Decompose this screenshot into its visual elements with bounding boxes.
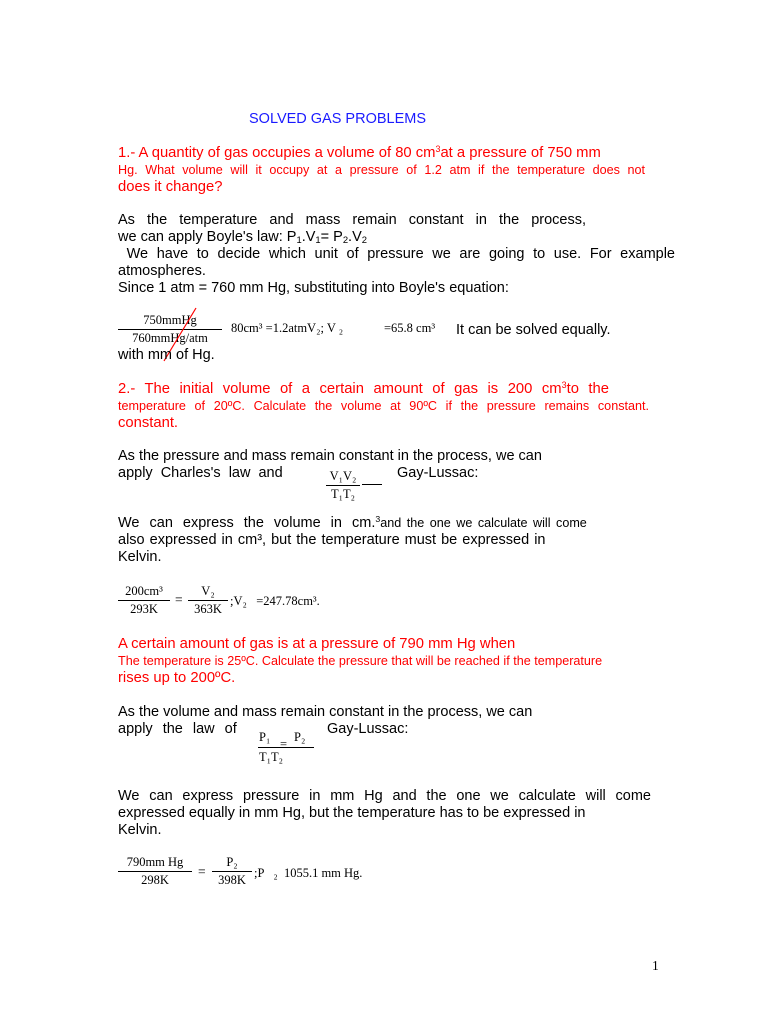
solution-2-line-4: also expressed in cm³, but the temperature must be expressed in xyxy=(118,532,546,548)
fraction-blank xyxy=(362,484,382,485)
equation-1-fraction: 750mmHg 760mmHg/atm xyxy=(118,313,222,346)
gay-lussac-p1: P₁ xyxy=(259,730,271,744)
problem-2-line-1: 2.- The initial volume of a certain amount of gas is 200 $cm^3to$ the xyxy=(118,380,609,397)
equation-2-result: ;V₂ =247.78cm³. xyxy=(230,594,320,608)
equation-2-fraction-1: 200cm³ 293K xyxy=(118,584,170,617)
solution-1-line-4: atmospheres. xyxy=(118,263,206,279)
solution-3-line-3: We can express pressure in mm Hg and the one we calculate will come xyxy=(118,788,651,804)
problem-1-line-1: 1.- A quantity of gas occupies a volume of 80 $cm^3at$ a pressure of 750 mm xyxy=(118,144,601,161)
problem-2-line-3: constant. xyxy=(118,415,179,431)
solution-1-line-1: As the temperature and mass remain constant in the process, xyxy=(118,212,586,228)
equation-3-fraction-1: 790mm Hg 298K xyxy=(118,855,192,888)
solution-2-line-3: We can express the volume in cm.$^3$and the one we calculate will come xyxy=(118,514,587,531)
equation-3-equals: = xyxy=(198,864,206,879)
solution-2-line-1: As the pressure and mass remain constant in the process, we can xyxy=(118,448,542,464)
solution-2-line-2a: apply Charles's law and xyxy=(118,465,283,481)
problem-3-line-2: The temperature is 25ºC. Calculate the pressure that will be reached if the temperature xyxy=(118,654,603,668)
page-number: 1 xyxy=(652,958,659,973)
solution-3-line-2b: Gay-Lussac: xyxy=(327,721,409,737)
solution-2-line-2b: Gay-Lussac: xyxy=(397,465,479,481)
problem-1-line-3: does it change? xyxy=(118,179,223,195)
solution-3-line-2a: apply the law of xyxy=(118,721,237,737)
problem-2-line-2: temperature of 20ºC. Calculate the volume at 90ºC if the pressure remains constant. xyxy=(118,399,649,413)
equation-1-note: It can be solved equally. xyxy=(456,322,611,338)
equation-1-note-2: with mm of Hg. xyxy=(118,347,215,363)
equation-3-result: ;P ₂ 1055.1 mm Hg. xyxy=(254,866,363,880)
page-title: SOLVED GAS PROBLEMS xyxy=(249,111,427,127)
solution-1-line-2: we can apply Boyle's law: $P_1.V_1= P_2.V_2$ xyxy=(118,229,367,245)
problem-3-line-1: A certain amount of gas is at a pressure of 790 mm Hg when xyxy=(118,636,516,652)
solution-3-line-5: Kelvin. xyxy=(118,822,162,838)
equation-3-fraction-2: P₂ 398K xyxy=(212,855,252,888)
gay-lussac-p2: P₂ xyxy=(294,730,306,744)
gay-lussac-bar xyxy=(258,747,314,748)
gay-lussac-denominator: T₁T₂ xyxy=(259,750,283,764)
problem-1-line-2: Hg. What volume will it occupy at a pressure of 1.2 atm if the temperature does not xyxy=(118,163,645,177)
equation-2-equals: = xyxy=(175,592,183,607)
equation-2-fraction-2: V₂ 363K xyxy=(188,584,228,617)
solution-1-line-5: Since 1 atm = 760 mm Hg, substituting into Boyle's equation: xyxy=(118,280,509,296)
charles-law-fraction: V₁V₂ T₁T₂ xyxy=(326,469,360,502)
solution-1-line-3: We have to decide which unit of pressure we are going to use. For example xyxy=(118,246,675,262)
equation-1-result: =65.8 cm³ xyxy=(384,321,436,335)
solution-3-line-4: expressed equally in mm Hg, but the temperature has to be expressed in xyxy=(118,805,586,821)
gay-lussac-equals: = xyxy=(280,737,288,751)
solution-2-line-5: Kelvin. xyxy=(118,549,162,565)
solution-3-line-1: As the volume and mass remain constant in the process, we can xyxy=(118,704,533,720)
equation-1-body: 80cm³ =1.2atmV₂; V ₂ xyxy=(231,321,344,335)
problem-3-line-3: rises up to 200ºC. xyxy=(118,670,236,686)
